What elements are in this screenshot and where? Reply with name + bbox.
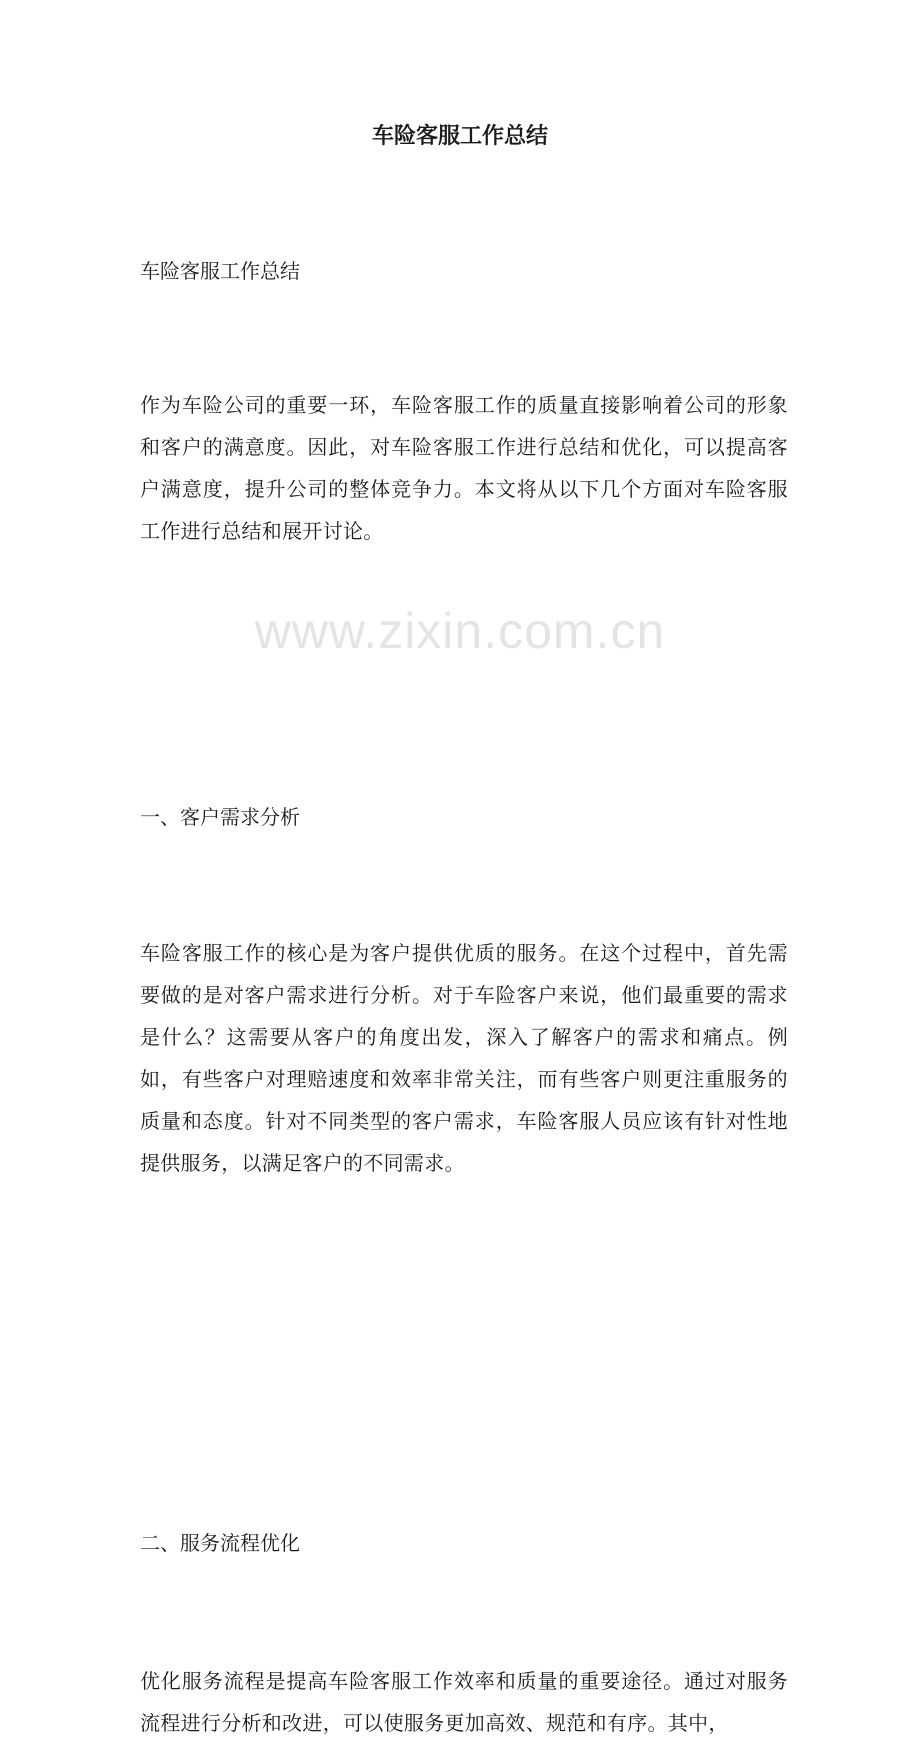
document-title: 车险客服工作总结 [371, 123, 548, 149]
intro-paragraph: 作为车险公司的重要一环，车险客服工作的质量直接影响着公司的形象和客户的满意度。因此，对车险客服工作进行总结和优化，可以提高客户满意度，提升公司的整体竞争力。本文将从以下几个方面对车险客服工作进行总结和展开讨论。 [140, 393, 788, 543]
section-1-heading: 一、客户需求分析 [140, 805, 300, 829]
document-subtitle: 车险客服工作总结 [140, 259, 300, 283]
section-1-body: 车险客服工作的核心是为客户提供优质的服务。在这个过程中，首先需要做的是对客户需求进行分析。对于车险客户来说，他们最重要的需求是什么？这需要从客户的角度出发，深入了解客户的需求和痛点。例如，有些客户对理赔速度和效率非常关注，而有些客户则更注重服务的质量和态度。针对不同类型的客户需求，车险客服人员应该有针对性地提供服务，以满足客户的不同需求。 [140, 941, 788, 1175]
section-2-body: 优化服务流程是提高车险客服工作效率和质量的重要途径。通过对服务流程进行分析和改进，可以使服务更加高效、规范和有序。其中， [140, 1669, 788, 1735]
section-2-heading: 二、服务流程优化 [140, 1531, 300, 1555]
watermark: www.zixin.com.cn [254, 603, 666, 659]
